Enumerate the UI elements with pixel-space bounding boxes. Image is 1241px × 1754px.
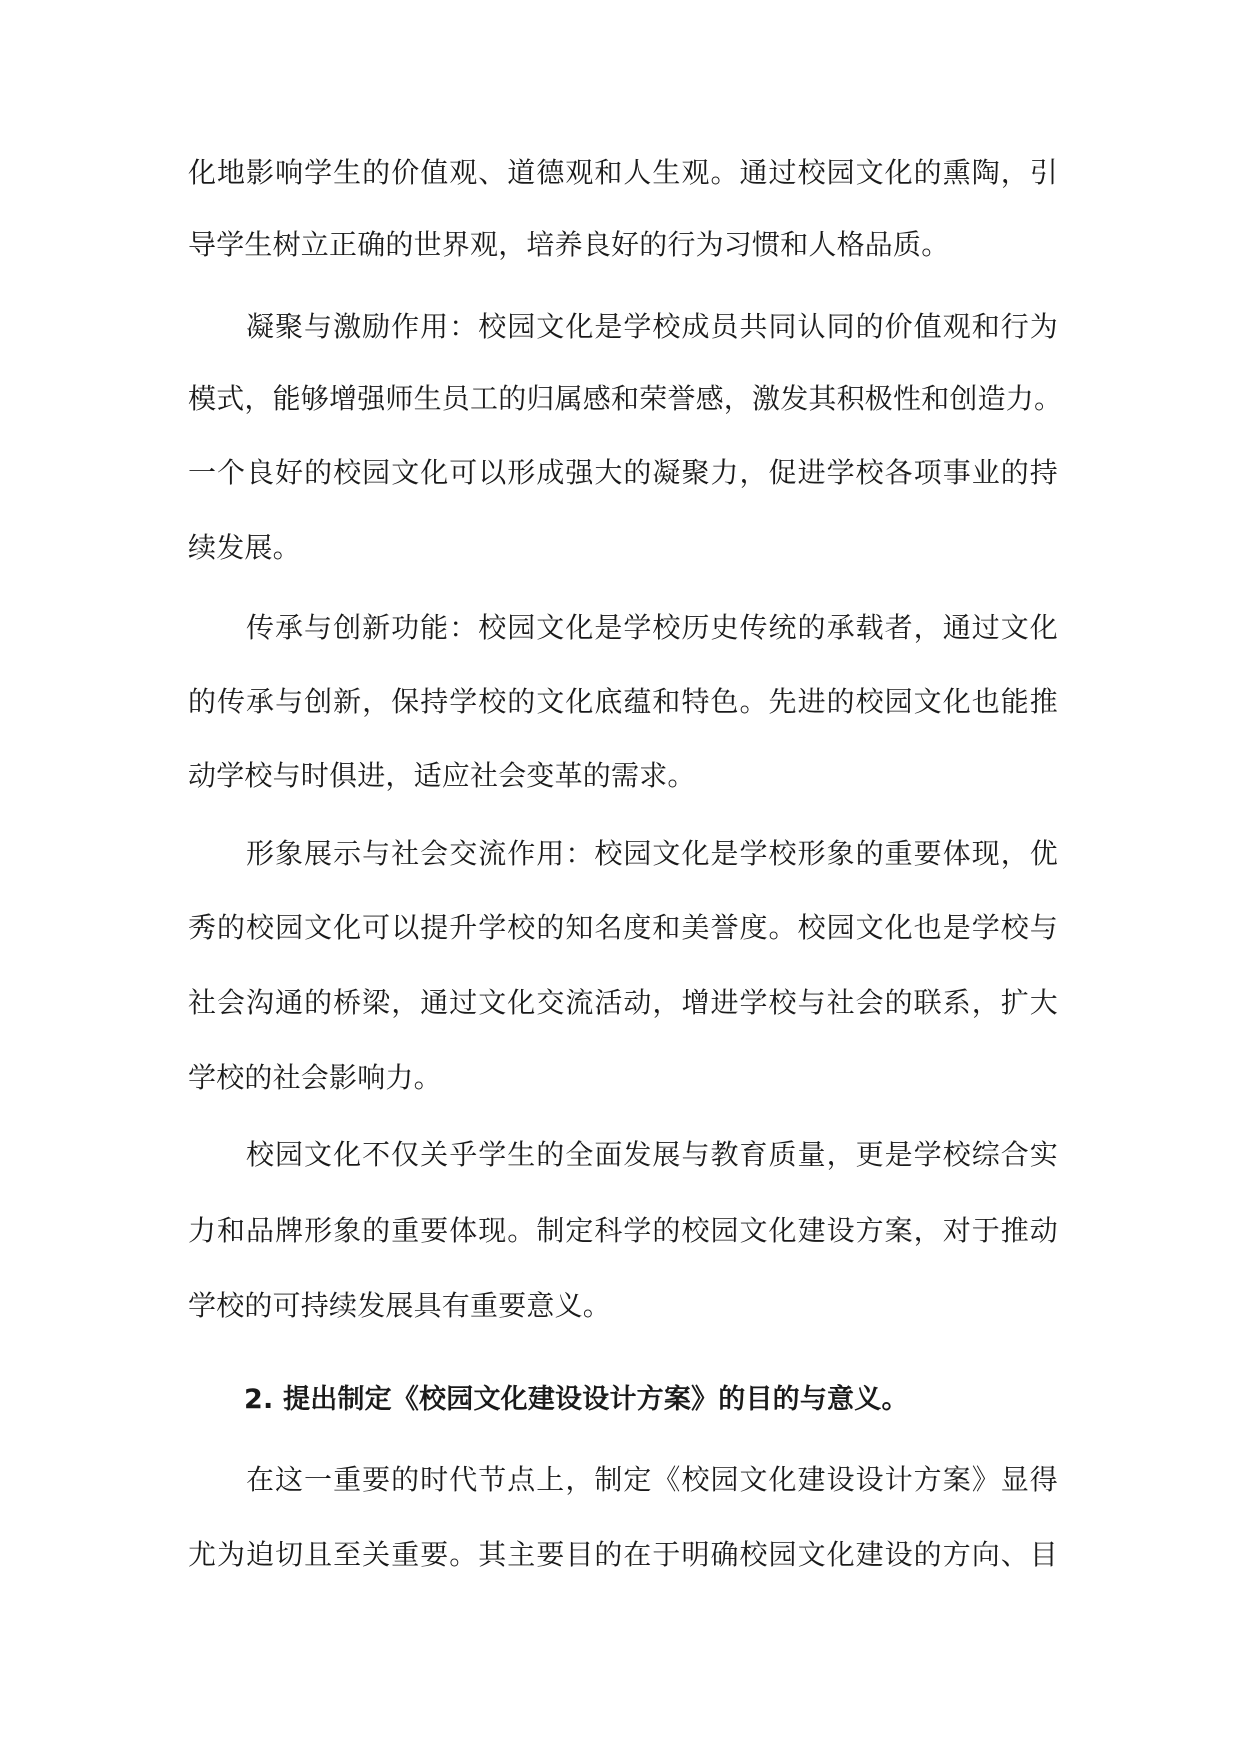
paragraph-line: 学校的社会影响力。: [188, 1061, 442, 1094]
paragraph-line: 化地影响学生的价值观、道德观和人生观。通过校园文化的熏陶，引: [188, 156, 1058, 189]
paragraph-line: 形象展示与社会交流作用：校园文化是学校形象的重要体现，优: [246, 837, 1058, 870]
paragraph-line: 秀的校园文化可以提升学校的知名度和美誉度。校园文化也是学校与: [188, 911, 1058, 944]
paragraph-line: 一个良好的校园文化可以形成强大的凝聚力，促进学校各项事业的持: [188, 456, 1058, 489]
paragraph-line: 在这一重要的时代节点上，制定《校园文化建设设计方案》显得: [246, 1463, 1058, 1496]
paragraph-line: 凝聚与激励作用：校园文化是学校成员共同认同的价值观和行为: [246, 310, 1058, 343]
paragraph-line: 尤为迫切且至关重要。其主要目的在于明确校园文化建设的方向、目: [188, 1538, 1058, 1571]
paragraph-line: 校园文化不仅关乎学生的全面发展与教育质量，更是学校综合实: [246, 1138, 1058, 1171]
paragraph-line: 的传承与创新，保持学校的文化底蕴和特色。先进的校园文化也能推: [188, 685, 1058, 718]
paragraph-line: 导学生树立正确的世界观，培养良好的行为习惯和人格品质。: [188, 228, 950, 261]
paragraph-line: 学校的可持续发展具有重要意义。: [188, 1289, 612, 1322]
paragraph-line: 传承与创新功能：校园文化是学校历史传统的承载者，通过文化: [246, 611, 1058, 644]
paragraph-line: 力和品牌形象的重要体现。制定科学的校园文化建设方案，对于推动: [188, 1214, 1058, 1247]
paragraph-line: 动学校与时俱进，适应社会变革的需求。: [188, 759, 696, 792]
paragraph-line: 模式，能够增强师生员工的归属感和荣誉感，激发其积极性和创造力。: [188, 382, 1063, 415]
section-heading: 2. 提出制定《校园文化建设设计方案》的目的与意义。: [244, 1384, 909, 1415]
paragraph-line: 续发展。: [188, 531, 301, 564]
paragraph-line: 社会沟通的桥梁，通过文化交流活动，增进学校与社会的联系，扩大: [188, 986, 1058, 1019]
